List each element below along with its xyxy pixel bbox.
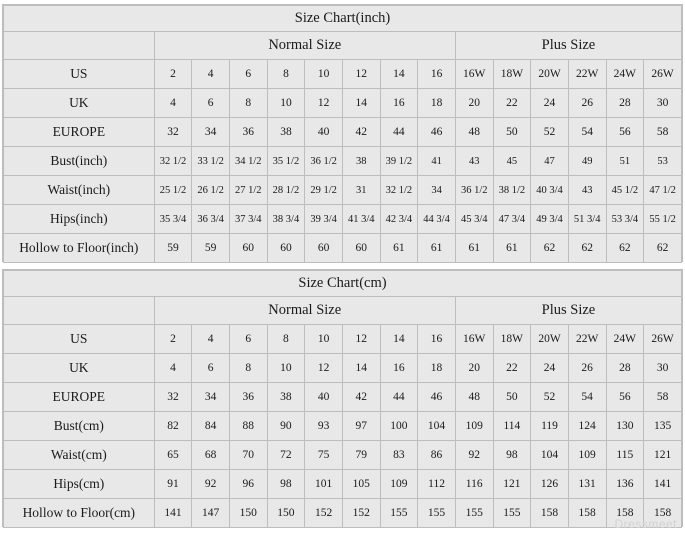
cell: 26 [568, 89, 606, 118]
cell: 26W [644, 60, 682, 89]
cell: 147 [192, 499, 230, 528]
cell: 38 3/4 [267, 205, 305, 234]
cell: 12 [305, 354, 343, 383]
cell: 98 [493, 441, 531, 470]
cell: 10 [267, 89, 305, 118]
cell: 136 [606, 470, 644, 499]
row-label-uk-cm: UK [4, 354, 155, 383]
table-row [4, 412, 682, 441]
cell: 44 3/4 [418, 205, 456, 234]
cell: 61 [493, 234, 531, 263]
cell: 98 [267, 470, 305, 499]
cell: 6 [192, 89, 230, 118]
cell: 152 [342, 499, 380, 528]
cell: 14 [380, 325, 418, 354]
cell: 29 1/2 [305, 176, 343, 205]
cell: 82 [154, 412, 192, 441]
cell: 16W [455, 60, 493, 89]
table-row [4, 234, 682, 263]
cell: 48 [455, 118, 493, 147]
cell: 141 [154, 499, 192, 528]
cell: 36 1/2 [455, 176, 493, 205]
cell: 124 [568, 412, 606, 441]
table-row [4, 147, 682, 176]
cell: 155 [418, 499, 456, 528]
cell: 44 [380, 383, 418, 412]
cell: 105 [342, 470, 380, 499]
cell: 34 [192, 118, 230, 147]
cell: 47 [531, 147, 569, 176]
table-title-row [4, 271, 682, 297]
cell: 4 [154, 89, 192, 118]
group-header-plus-size-cm: Plus Size [455, 297, 681, 325]
cell: 150 [267, 499, 305, 528]
cell: 8 [229, 89, 267, 118]
cell: 65 [154, 441, 192, 470]
cell: 50 [493, 118, 531, 147]
cell: 26 [568, 354, 606, 383]
row-label-waist-cm: Waist(cm) [4, 441, 155, 470]
table-row [4, 205, 682, 234]
cell: 10 [305, 325, 343, 354]
row-label-us-inch: US [4, 60, 155, 89]
cell: 30 [644, 354, 682, 383]
cell: 12 [342, 325, 380, 354]
cell: 28 [606, 89, 644, 118]
cell: 36 [229, 118, 267, 147]
cell: 8 [267, 60, 305, 89]
cell: 130 [606, 412, 644, 441]
cell: 93 [305, 412, 343, 441]
cell: 18 [418, 89, 456, 118]
cell: 22W [568, 325, 606, 354]
row-label-europe-inch: EUROPE [4, 118, 155, 147]
cell: 61 [418, 234, 456, 263]
cell: 72 [267, 441, 305, 470]
cell: 86 [418, 441, 456, 470]
cell: 40 [305, 383, 343, 412]
cell: 14 [342, 354, 380, 383]
cell: 4 [154, 354, 192, 383]
cell: 121 [493, 470, 531, 499]
cell: 16 [418, 60, 456, 89]
cell: 101 [305, 470, 343, 499]
cell: 150 [229, 499, 267, 528]
cell: 22 [493, 89, 531, 118]
cell: 60 [229, 234, 267, 263]
cell: 36 1/2 [305, 147, 343, 176]
cell: 100 [380, 412, 418, 441]
cell: 38 [267, 383, 305, 412]
cell: 12 [342, 60, 380, 89]
cell: 38 [342, 147, 380, 176]
cell: 6 [229, 60, 267, 89]
cell: 51 [606, 147, 644, 176]
cell: 92 [455, 441, 493, 470]
cell: 25 1/2 [154, 176, 192, 205]
cell: 40 3/4 [531, 176, 569, 205]
cell: 8 [267, 325, 305, 354]
cell: 68 [192, 441, 230, 470]
cell: 32 1/2 [380, 176, 418, 205]
cell: 18 [418, 354, 456, 383]
cell: 158 [568, 499, 606, 528]
cell: 32 [154, 383, 192, 412]
cell: 45 [493, 147, 531, 176]
table-group-header-row [4, 32, 682, 60]
cell: 26 1/2 [192, 176, 230, 205]
cell: 24 [531, 354, 569, 383]
row-label-bust-inch: Bust(inch) [4, 147, 155, 176]
cell: 49 [568, 147, 606, 176]
cell: 8 [229, 354, 267, 383]
cell: 109 [455, 412, 493, 441]
cell: 84 [192, 412, 230, 441]
cell: 62 [644, 234, 682, 263]
cell: 41 3/4 [342, 205, 380, 234]
cell: 26W [644, 325, 682, 354]
table-row [4, 383, 682, 412]
cell: 27 1/2 [229, 176, 267, 205]
cell: 42 [342, 383, 380, 412]
cell: 33 1/2 [192, 147, 230, 176]
row-label-europe-cm: EUROPE [4, 383, 155, 412]
cell: 24W [606, 60, 644, 89]
cell: 112 [418, 470, 456, 499]
table-row [4, 60, 682, 89]
cell: 152 [305, 499, 343, 528]
cell: 36 3/4 [192, 205, 230, 234]
cell: 18W [493, 60, 531, 89]
cell: 6 [229, 325, 267, 354]
size-chart-cm-table [3, 270, 682, 528]
size-chart-cm-block [2, 269, 683, 527]
cell: 20W [531, 60, 569, 89]
cell: 44 [380, 118, 418, 147]
corner-cell [4, 32, 155, 60]
row-label-waist-inch: Waist(inch) [4, 176, 155, 205]
cell: 61 [380, 234, 418, 263]
cell: 155 [380, 499, 418, 528]
size-chart-inch-table [3, 5, 682, 263]
cell: 104 [418, 412, 456, 441]
cell: 46 [418, 118, 456, 147]
cell: 88 [229, 412, 267, 441]
cell: 155 [493, 499, 531, 528]
cell: 58 [644, 118, 682, 147]
cell: 39 1/2 [380, 147, 418, 176]
table-group-header-row [4, 297, 682, 325]
cell: 60 [267, 234, 305, 263]
row-label-us-cm: US [4, 325, 155, 354]
table-row [4, 176, 682, 205]
cell: 35 1/2 [267, 147, 305, 176]
cell: 109 [568, 441, 606, 470]
cell: 158 [644, 499, 682, 528]
cell: 47 3/4 [493, 205, 531, 234]
cell: 18W [493, 325, 531, 354]
cell: 10 [305, 60, 343, 89]
row-label-hips-inch: Hips(inch) [4, 205, 155, 234]
cell: 35 3/4 [154, 205, 192, 234]
cell: 4 [192, 60, 230, 89]
cell: 52 [531, 383, 569, 412]
cell: 56 [606, 118, 644, 147]
cell: 62 [606, 234, 644, 263]
cell: 158 [606, 499, 644, 528]
table-row [4, 325, 682, 354]
table-row [4, 89, 682, 118]
table-title-row [4, 6, 682, 32]
cell: 6 [192, 354, 230, 383]
cell: 22 [493, 354, 531, 383]
cell: 121 [644, 441, 682, 470]
corner-cell [4, 297, 155, 325]
row-label-hollow-to-floor-inch: Hollow to Floor(inch) [4, 234, 155, 263]
table-row [4, 441, 682, 470]
cell: 22W [568, 60, 606, 89]
cell: 49 3/4 [531, 205, 569, 234]
group-header-normal-size-inch: Normal Size [154, 32, 455, 60]
watermark-text: Dressmeet [614, 517, 677, 531]
cell: 34 [192, 383, 230, 412]
cell: 79 [342, 441, 380, 470]
cell: 41 [418, 147, 456, 176]
cell: 53 [644, 147, 682, 176]
cell: 91 [154, 470, 192, 499]
cell: 34 [418, 176, 456, 205]
cell: 83 [380, 441, 418, 470]
cell: 52 [531, 118, 569, 147]
size-chart-inch-block [2, 4, 683, 262]
cell: 53 3/4 [606, 205, 644, 234]
cell: 16 [418, 325, 456, 354]
cell: 48 [455, 383, 493, 412]
cell: 12 [305, 89, 343, 118]
size-chart-page [0, 4, 685, 533]
row-label-bust-cm: Bust(cm) [4, 412, 155, 441]
cell: 43 [568, 176, 606, 205]
cell: 38 [267, 118, 305, 147]
cell: 2 [154, 60, 192, 89]
cell: 114 [493, 412, 531, 441]
cell: 54 [568, 118, 606, 147]
cell: 16 [380, 354, 418, 383]
cell: 16 [380, 89, 418, 118]
cell: 4 [192, 325, 230, 354]
cell: 119 [531, 412, 569, 441]
cell: 30 [644, 89, 682, 118]
cell: 158 [531, 499, 569, 528]
cell: 32 [154, 118, 192, 147]
cell: 131 [568, 470, 606, 499]
cell: 60 [305, 234, 343, 263]
cell: 116 [455, 470, 493, 499]
group-header-normal-size-cm: Normal Size [154, 297, 455, 325]
cell: 92 [192, 470, 230, 499]
table-row [4, 118, 682, 147]
cell: 109 [380, 470, 418, 499]
table-row [4, 470, 682, 499]
cell: 56 [606, 383, 644, 412]
cell: 115 [606, 441, 644, 470]
cell: 2 [154, 325, 192, 354]
cell: 135 [644, 412, 682, 441]
cell: 28 [606, 354, 644, 383]
cell: 54 [568, 383, 606, 412]
cell: 43 [455, 147, 493, 176]
cell: 40 [305, 118, 343, 147]
cell: 90 [267, 412, 305, 441]
cell: 24W [606, 325, 644, 354]
row-label-hips-cm: Hips(cm) [4, 470, 155, 499]
cell: 45 3/4 [455, 205, 493, 234]
chart-title-cm: Size Chart(cm) [4, 271, 682, 297]
cell: 104 [531, 441, 569, 470]
cell: 28 1/2 [267, 176, 305, 205]
cell: 38 1/2 [493, 176, 531, 205]
cell: 20 [455, 89, 493, 118]
cell: 47 1/2 [644, 176, 682, 205]
chart-title-inch: Size Chart(inch) [4, 6, 682, 32]
cell: 50 [493, 383, 531, 412]
cell: 62 [568, 234, 606, 263]
cell: 155 [455, 499, 493, 528]
cell: 58 [644, 383, 682, 412]
cell: 16W [455, 325, 493, 354]
cell: 42 3/4 [380, 205, 418, 234]
cell: 42 [342, 118, 380, 147]
cell: 24 [531, 89, 569, 118]
cell: 36 [229, 383, 267, 412]
group-header-plus-size-inch: Plus Size [455, 32, 681, 60]
cell: 126 [531, 470, 569, 499]
cell: 70 [229, 441, 267, 470]
cell: 51 3/4 [568, 205, 606, 234]
cell: 96 [229, 470, 267, 499]
cell: 45 1/2 [606, 176, 644, 205]
cell: 20W [531, 325, 569, 354]
cell: 14 [380, 60, 418, 89]
cell: 39 3/4 [305, 205, 343, 234]
cell: 59 [154, 234, 192, 263]
cell: 59 [192, 234, 230, 263]
cell: 62 [531, 234, 569, 263]
cell: 37 3/4 [229, 205, 267, 234]
cell: 97 [342, 412, 380, 441]
cell: 75 [305, 441, 343, 470]
row-label-uk-inch: UK [4, 89, 155, 118]
row-label-hollow-to-floor-cm: Hollow to Floor(cm) [4, 499, 155, 528]
cell: 141 [644, 470, 682, 499]
cell: 46 [418, 383, 456, 412]
table-row [4, 354, 682, 383]
cell: 55 1/2 [644, 205, 682, 234]
cell: 60 [342, 234, 380, 263]
cell: 61 [455, 234, 493, 263]
table-row [4, 499, 682, 528]
cell: 20 [455, 354, 493, 383]
cell: 10 [267, 354, 305, 383]
cell: 32 1/2 [154, 147, 192, 176]
cell: 14 [342, 89, 380, 118]
cell: 31 [342, 176, 380, 205]
cell: 34 1/2 [229, 147, 267, 176]
